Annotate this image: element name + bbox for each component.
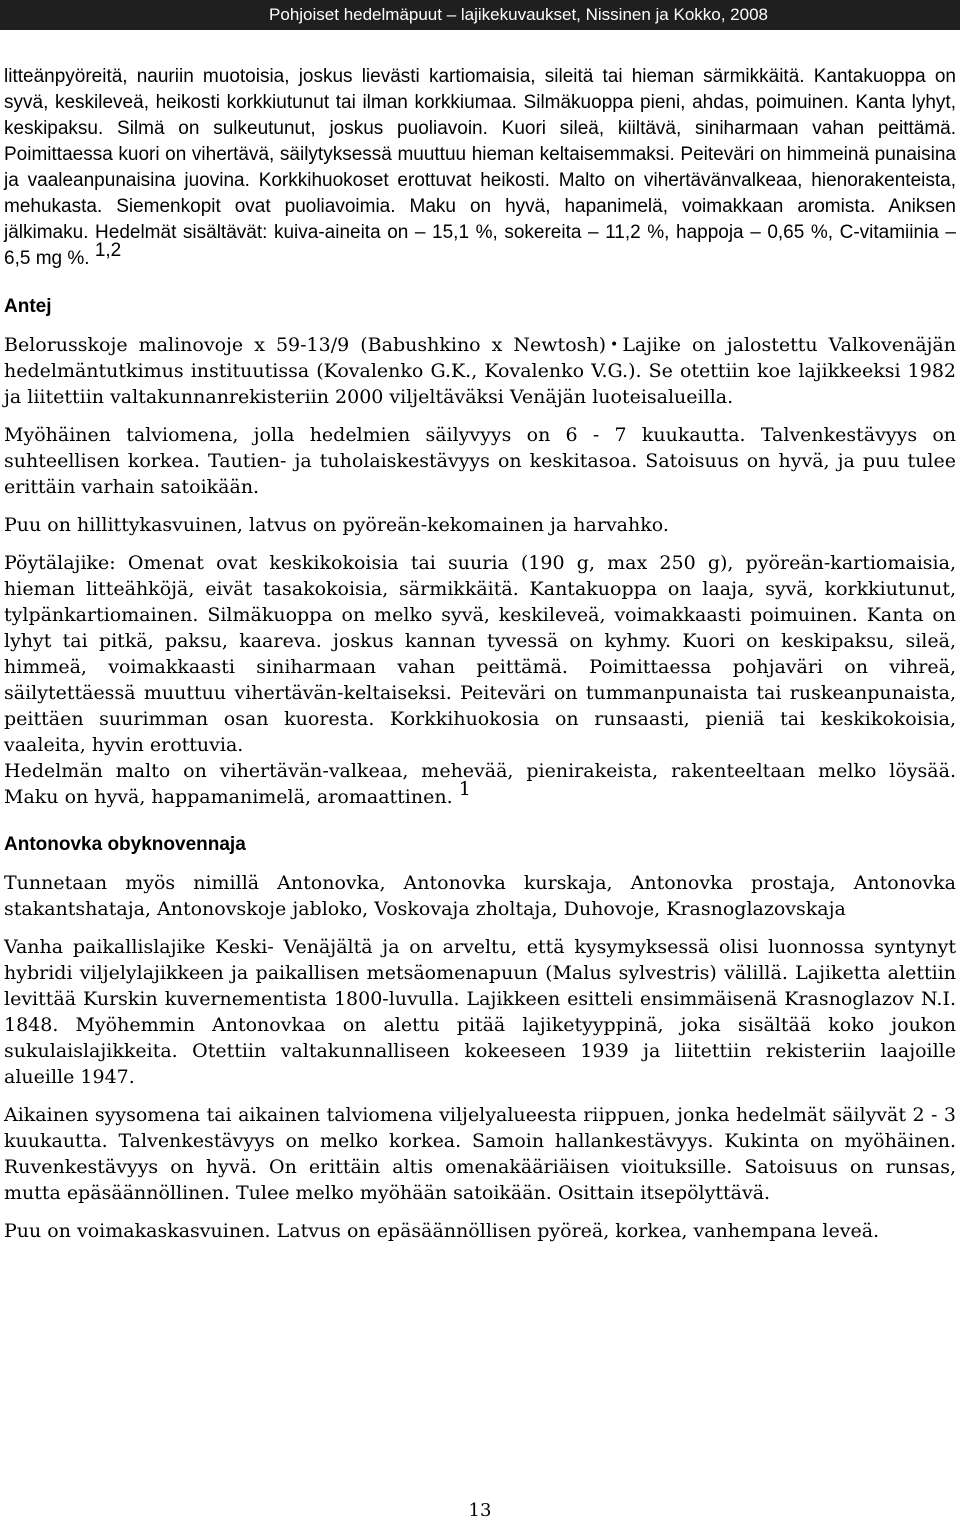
antej-reference: 1 <box>458 778 471 800</box>
antej-paragraph-2: Myöhäinen talviomena, jolla hedelmien säilyvyys on 6 - 7 kuukautta. Talvenkestävyys on suhteellisen korkea. Tautien- ja tuholaiskestävyys on keskitasoa. Satoisuus on hyvä, ja puu tulee erittäin varhain satoikään. <box>4 424 956 498</box>
document-header <box>0 0 960 30</box>
antej-paragraph-5-text: Hedelmän malto on vihertävän-valkeaa, mehevää, pienirakeista, rakenteeltaan melko löysää. Maku on hyvä, happamanimelä, aromaattinen. <box>4 760 956 808</box>
antonovka-paragraph-3: Aikainen syysomena tai aikainen talviomena viljelyalueesta riippuen, jonka hedelmät säilyvät 2 - 3 kuukautta. Talvenkestävyys on melko korkea. Samoin hallankestävyys. Kukinta on myöhäinen. Ruvenkestävyys on hyvä. On erittäin altis omenakääriäisen vioituksille. Satoisuus on runsas, mutta epäsäännöllinen. Tulee melko myöhään satoikään. Osittain itsepölyttävä. <box>4 1104 956 1204</box>
header-title: Pohjoiset hedelmäpuut – lajikekuvaukset, Nissinen ja Kokko, 2008 <box>269 5 768 24</box>
antej-parentage: Belorusskoje malinovoje x 59-13/9 (Babushkino x Newtosh) <box>4 334 607 356</box>
antej-paragraph-5 <box>4 758 956 810</box>
antonovka-paragraph-2: Vanha paikallislajike Keski- Venäjältä ja on arveltu, että kysymyksessä olisi luonnossa syntynyt hybridi viljelylajikkeen ja paikallisen metsäomenapuun (Malus sylvestris) välillä. Lajiketta alettiin levittää Kurskin kuvernementista 1800-luvulla. Lajikkeen esitteli ensimmäisenä Krasnoglazov N.I. 1848. Myöhemmin Antonovkaa on alettu pitää lajiketyyppinä, joka sisältää koko joukon sukulaislajikkeita. Otettiin valtakunnalliseen kokeeseen 1939 ja liitettiin rekisteriin laajoille alueille 1947. <box>4 936 956 1088</box>
page-content <box>4 64 956 1244</box>
intro-reference: 1,2 <box>94 240 122 261</box>
antej-paragraph-3: Puu on hillittykasvuinen, latvus on pyöreän-kekomainen ja harvahko. <box>4 514 669 536</box>
antonovka-paragraph-1: Tunnetaan myös nimillä Antonovka, Antonovka kurskaja, Antonovka prostaja, Antonovka stakantshataja, Antonovskoje jabloko, Voskovaja zholtaja, Duhovoje, Krasnoglazovskaja <box>4 872 956 920</box>
section-heading-antonovka: Antonovka obyknovennaja <box>4 834 246 855</box>
antej-origin-text: Lajike on jalostettu Valkovenäjän hedelmäntutkimus instituutissa (Kovalenko G.K., Kovalenko V.G.). Se otettiin koe lajikkeeksi 1982 ja liitettiin valtakunnanrekisteriin 2000 viljeltäväksi Venäjän luoteisalueilla. <box>4 334 956 408</box>
section-heading-antej: Antej <box>4 296 52 317</box>
intro-paragraph <box>4 64 956 272</box>
antej-paragraph-4: Pöytälajike: Omenat ovat keskikokoisia tai suuria (190 g, max 250 g), pyöreän-kartiomaisia, hieman litteähköjä, eivät tasakokoisia, särmikkäitä. Kantakuoppa on laaja, syvä, korkkiutunut, tylpänkartiomainen. Silmäkuoppa on melko syvä, keskileveä, voimakkaasti poimuinen. Kanta on lyhyt tai pitkä, paksu, kaareva. joskus kannan tyvessä on kyhmy. Kuori on keskipaksu, sileä, himmeä, voimakkaasti siniharmaan vahan peittämä. Poimittaessa pohjaväri on vihreä, säilytettäessä muuttuu vihertävän-keltaiseksi. Peiteväri on tummanpunaista tai ruskeanpunaista, peittäen suurimman osan kuoresta. Korkkihuokosia on runsaasti, pieniä tai keskikokoisia, vaaleita, hyvin erottuvia. <box>4 552 956 756</box>
intro-text: litteänpyöreitä, nauriin muotoisia, joskus lievästi kartiomaisia, sileitä tai hieman särmikkäitä. Kantakuoppa on syvä, keskileveä, heikosti korkkiutunut tai ilman korkkiumaa. Silmäkuoppa pieni, ahdas, poimuinen. Kanta lyhyt, keskipaksu. Silmä on sulkeutunut, joskus puoliavoin. Kuori sileä, kiiltävä, siniharmaan vahan peittämä. Poimittaessa kuori on vihertävä, säilytyksessä muuttuu hieman keltaisemmaksi. Peiteväri on himmeinä punaisina ja vaaleanpunaisina juovina. Korkkihuokoset erottuvat heikosti. Malto on vihertävänvalkeaa, hienorakenteista, mehukasta. Siemenkopit ovat puoliavoimia. Maku on hyvä, hapanimelä, voimakkaan aromista. Aniksen jälkimaku. Hedelmät sisältävät: kuiva-aineita on – 15,1 %, sokereita – 11,2 %, happoja – 0,65 %, C-vitamiinia – 6,5 mg %. <box>4 66 956 269</box>
bullet-icon: • <box>610 337 619 353</box>
antej-origin-paragraph <box>4 332 956 410</box>
page-number: 13 <box>468 1500 492 1521</box>
antonovka-paragraph-4: Puu on voimakaskasvuinen. Latvus on epäsäännöllisen pyöreä, korkea, vanhempana leveä. <box>4 1220 880 1242</box>
